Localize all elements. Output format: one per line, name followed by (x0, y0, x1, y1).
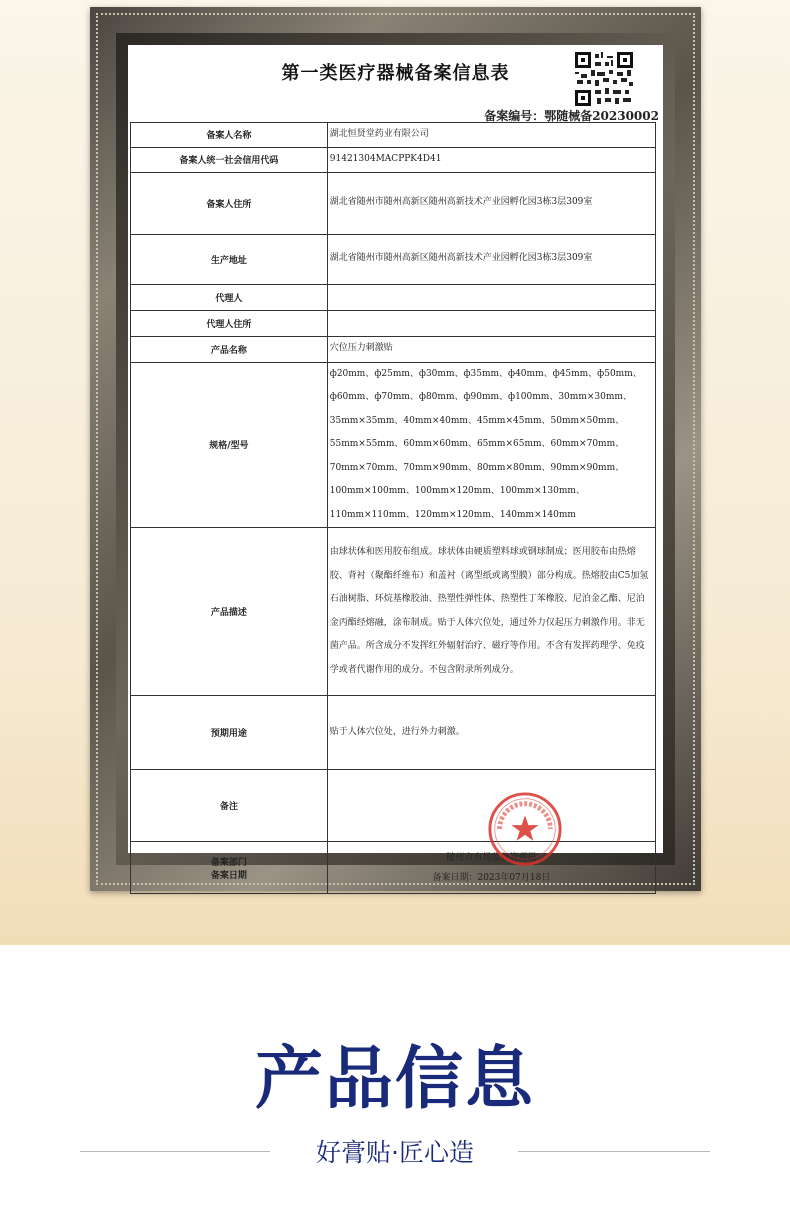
row-value (327, 284, 655, 310)
section-subheading: 好膏贴·匠心造 (316, 1138, 474, 1167)
table-row (131, 770, 656, 842)
row-label: 产品名称 (131, 336, 328, 362)
table-row (131, 172, 656, 234)
row-label: 预期用途 (131, 696, 328, 770)
table-row (131, 284, 656, 310)
certificate-frame (90, 7, 701, 891)
row-value: 湖北恒贤堂药业有限公司 (327, 123, 655, 148)
row-value: 贴于人体穴位处，进行外力刺激。 (327, 696, 655, 770)
date-value: 备案日期：2023年07月18日 (432, 872, 551, 883)
divider-right (518, 1151, 710, 1152)
date-label: 备案日期 (210, 870, 247, 881)
row-value: 91421304MACPPK4D41 (327, 147, 655, 172)
row-value (327, 310, 655, 336)
row-label: 规格/型号 (131, 362, 328, 528)
registration-number: 备案编号：鄂随械备20230002 (484, 109, 659, 123)
table-row (131, 336, 656, 362)
row-value: 穴位压力刺激贴 (327, 336, 655, 362)
info-table (130, 122, 656, 894)
row-label: 代理人住所 (131, 310, 328, 336)
row-label-footer (131, 842, 328, 894)
table-row (131, 696, 656, 770)
dept-label: 备案部门 (210, 857, 247, 868)
row-label: 备案人住所 (131, 172, 328, 234)
qr-code-icon (575, 52, 633, 106)
table-row (131, 234, 656, 284)
official-seal-icon (486, 790, 564, 868)
row-value: 由球状体和医用胶布组成。球状体由硬质塑料球或钢球制成；医用胶布由热熔胶、背衬（聚酯纤维布）和盖衬（离型纸或离型膜）部分构成。热熔胶由C5加氢石油树脂、环烷基橡胶油、热塑性弹性体、热塑性丁苯橡胶、尼泊金乙酯、尼泊金丙酯经熔融，涂布制成。贴于人体穴位处，通过外力仅起压力刺激作用。非无菌产品。所含成分不发挥红外辐射治疗、磁疗等作用。不含有发挥药理学、免疫学或者代谢作用的成分。不包含附录所列成分。 (327, 528, 655, 696)
table-row (131, 310, 656, 336)
section-heading: 产品信息 (254, 1040, 535, 1119)
frame-inner (116, 33, 675, 883)
row-label: 生产地址 (131, 234, 328, 284)
row-label: 备注 (131, 770, 328, 842)
row-label: 产品描述 (131, 528, 328, 696)
row-value: 湖北省随州市随州高新区随州高新技术产业园孵化园3栋3层309室 (327, 172, 655, 234)
row-value: ф20mm、ф25mm、ф30mm、ф35mm、ф40mm、ф45mm、ф50mm、ф60mm、ф70mm、ф80mm、ф90mm、ф100mm、30mm×30mm、35mm×35mm、40mm×40mm、45mm×45mm、50mm×50mm、55mm×55mm、60mm×60mm、65mm×65mm、60mm×70mm、70mm×70mm、70mm×90mm、80mm×80mm、90mm×90mm、100mm×100mm、100mm×120mm、100mm×130mm、110mm×110mm、120mm×120mm、140mm×140mm (327, 362, 655, 528)
row-label: 备案人统一社会信用代码 (131, 147, 328, 172)
document-title: 第一类医疗器械备案信息表 (281, 63, 510, 84)
table-row (131, 123, 656, 148)
table-row (131, 362, 656, 528)
dept-value: 随州市市场监督管理局 (446, 852, 537, 863)
table-row (131, 147, 656, 172)
certificate-paper (128, 45, 663, 883)
table-row (131, 528, 656, 696)
row-value: 湖北省随州市随州高新区随州高新技术产业园孵化园3栋3层309室 (327, 234, 655, 284)
row-label: 备案人名称 (131, 123, 328, 148)
table-row (131, 842, 656, 894)
row-label: 代理人 (131, 284, 328, 310)
